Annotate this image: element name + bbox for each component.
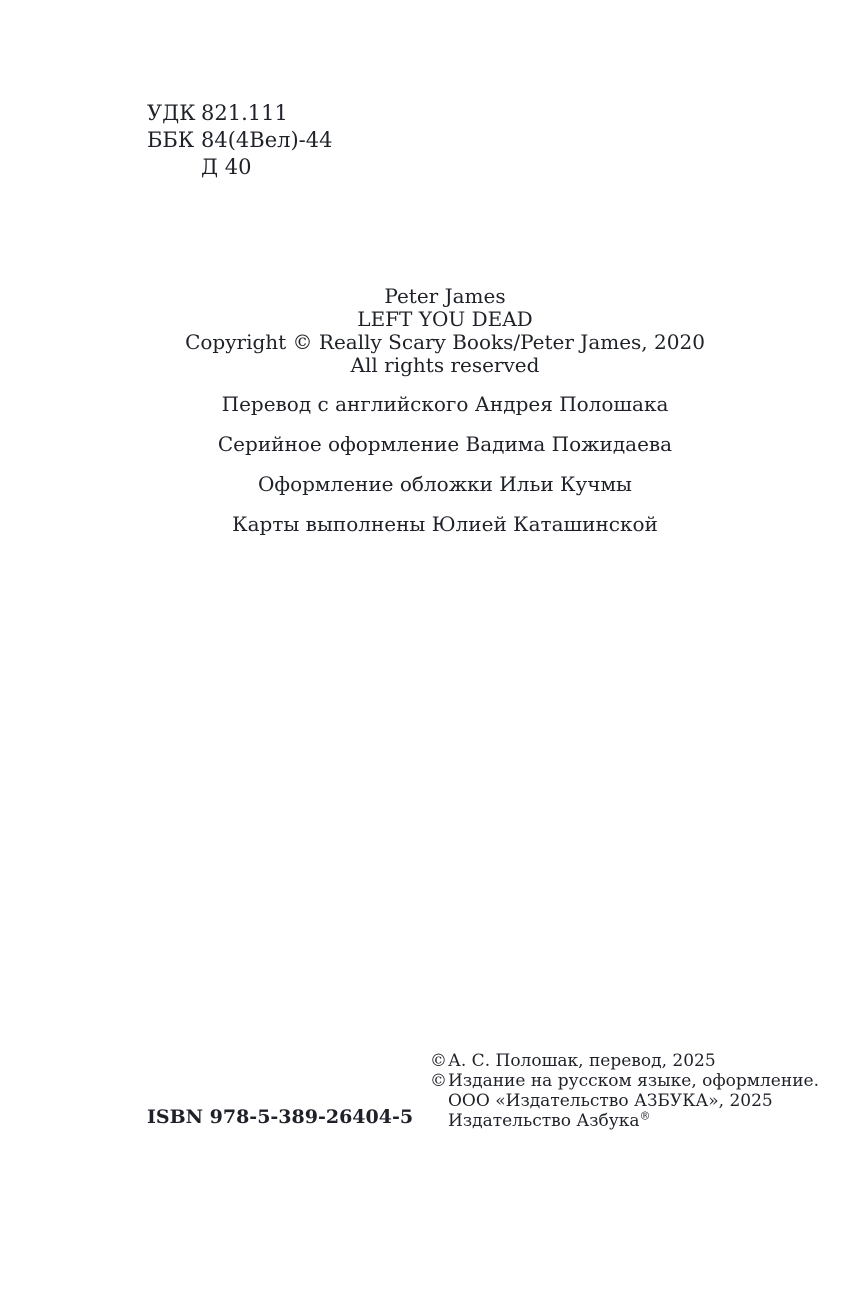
- imprint-entry-publisher: [430, 1111, 819, 1131]
- imprint-block: [430, 1051, 819, 1131]
- original-title-block: [34, 285, 856, 377]
- catalog-block: [147, 100, 333, 181]
- credit-series-design: Серийное оформление Вадима Пожидаева: [217, 432, 673, 456]
- udk-value: 821.111: [201, 101, 288, 125]
- copyright-symbol: ©: [430, 1071, 447, 1091]
- imprint-entry-edition-cont: [430, 1091, 819, 1111]
- copyright-symbol: ©: [430, 1051, 447, 1071]
- imprint-translation-text: А. С. Полошак, перевод, 2025: [448, 1051, 716, 1071]
- imprint-indent-spacer: [430, 1111, 448, 1131]
- original-author: Peter James: [384, 284, 506, 308]
- imprint-indent-spacer: [430, 1091, 448, 1111]
- imprint-publisher-llc-text: ООО «Издательство АЗБУКА», 2025: [448, 1091, 773, 1111]
- publisher-name: Издательство Азбука: [448, 1111, 640, 1131]
- credit-translator: Перевод с английского Андрея Полошака: [221, 392, 669, 416]
- isbn-line: ISBN 978-5-389-26404-5: [147, 1106, 414, 1128]
- bbk-label: ББК: [147, 128, 195, 152]
- original-title: LEFT YOU DEAD: [357, 307, 533, 331]
- credits-block: [34, 384, 856, 544]
- bbk-value: 84(4Вел)-44: [201, 128, 333, 152]
- rights-reserved-line: All rights reserved: [350, 353, 540, 377]
- udk-label: УДК: [147, 101, 196, 125]
- registered-trademark-mark: ®: [639, 1109, 651, 1123]
- imprint-edition-text: Издание на русском языке, оформление.: [448, 1071, 819, 1091]
- catalog-spacer: [147, 154, 201, 181]
- imprint-publisher-brand: [448, 1111, 651, 1131]
- author-sign: Д 40: [201, 155, 252, 179]
- imprint-entry-edition: [430, 1071, 819, 1091]
- original-copyright-line: Copyright © Really Scary Books/Peter James, 2020: [185, 330, 705, 354]
- credit-maps: Карты выполнены Юлией Каташинской: [232, 512, 658, 536]
- imprint-entry-translation: [430, 1051, 819, 1071]
- credit-cover-design: Оформление обложки Ильи Кучмы: [258, 472, 632, 496]
